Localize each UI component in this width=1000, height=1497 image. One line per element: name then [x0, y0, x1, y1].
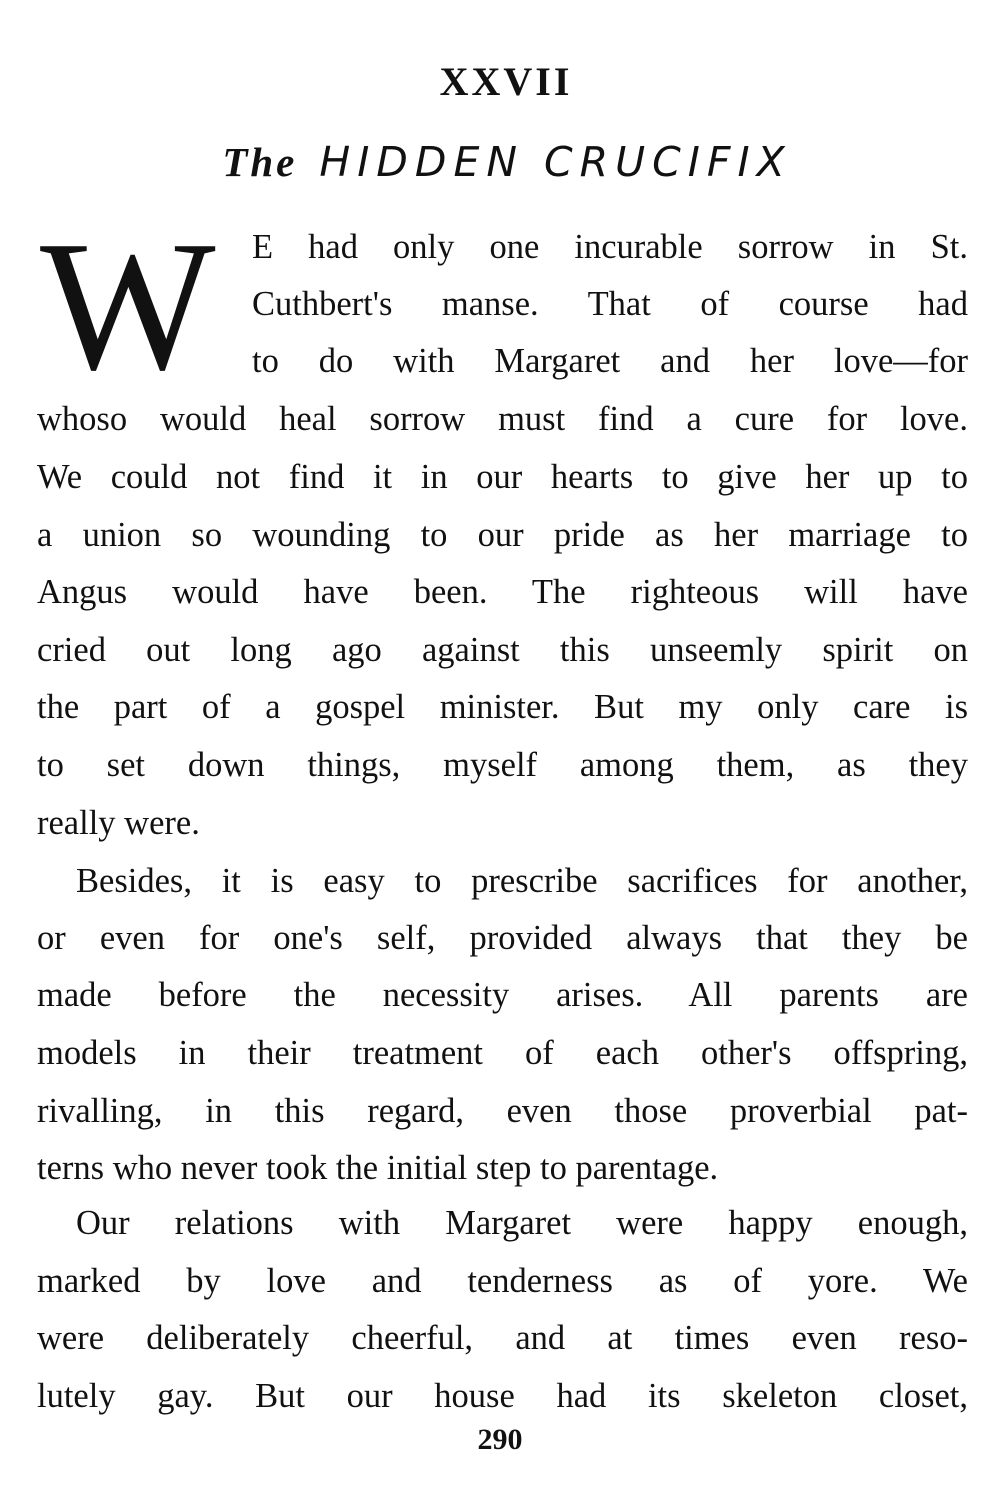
text-line: models in their treatment of each other's offspring, [37, 1034, 968, 1072]
drop-cap: W [40, 203, 216, 409]
text-line: made before the necessity arises. All parents are [37, 976, 968, 1014]
chapter-title [0, 138, 1000, 186]
text-line: really were. [37, 804, 200, 842]
text-line: whoso would heal sorrow must find a cure for love. [37, 400, 968, 438]
text-line: or even for one's self, provided always that they be [37, 919, 968, 957]
text-line: marked by love and tenderness as of yore. We [37, 1262, 968, 1300]
text-line: to do with Margaret and her love—for [252, 342, 968, 380]
chapter-title-prefix: The [222, 139, 298, 185]
text-line: the part of a gospel minister. But my only care is [37, 688, 968, 726]
text-line: lutely gay. But our house had its skeleton closet, [37, 1377, 968, 1415]
text-line: Cuthbert's manse. That of course had [252, 285, 968, 323]
text-line: Besides, it is easy to prescribe sacrifices for another, [76, 862, 968, 900]
text-line: Our relations with Margaret were happy enough, [76, 1204, 968, 1242]
text-line: were deliberately cheerful, and at times even reso- [37, 1319, 968, 1357]
text-line: to set down things, myself among them, as they [37, 746, 968, 784]
text-line: E had only one incurable sorrow in St. [252, 228, 968, 266]
text-line: We could not find it in our hearts to give her up to [37, 458, 968, 496]
text-line: cried out long ago against this unseemly spirit on [37, 631, 968, 669]
chapter-title-main: HIDDEN CRUCIFIX [319, 138, 792, 186]
chapter-number: XXVII [439, 59, 573, 104]
text-line: rivalling, in this regard, even those proverbial pat- [37, 1092, 968, 1130]
text-line: Angus would have been. The righteous will have [37, 573, 968, 611]
page-number: 290 [477, 1423, 523, 1456]
text-line: terns who never took the initial step to parentage. [37, 1149, 719, 1187]
text-line: a union so wounding to our pride as her marriage to [37, 516, 968, 554]
